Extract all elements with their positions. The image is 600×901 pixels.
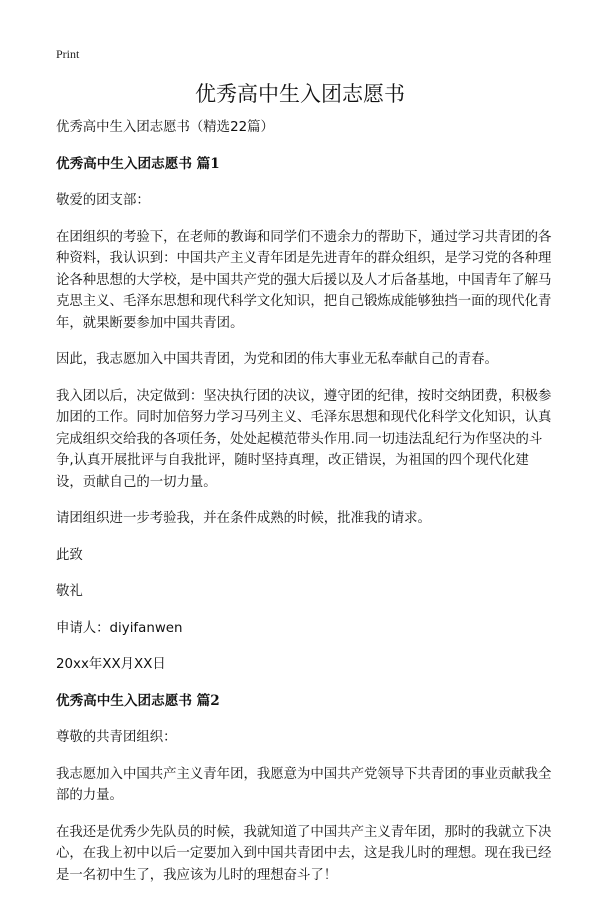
section-1-date: 20xx年XX月XX日 xyxy=(56,657,166,672)
section-1-paragraph: 在团组织的考验下，在老师的教诲和同学们不遗余力的帮助下，通过学习共青团的各种资料，我认识到：中国共产主义青年团是先进青年的群众组织，是学习党的各种理论各种思想的大学校，是中国共产党的强大后援以及人才后备基地，中国青年了解马克思主义、毛泽东思想和现代科学文化知识，把自己锻炼成能够独挡一面的现代化青年，就果断要参加中国共青团。 xyxy=(56,229,552,331)
section-1-paragraph: 我入团以后，决定做到：坚决执行团的决议，遵守团的纪律，按时交纳团费，积极参加团的工作。同时加倍努力学习马列主义、毛泽东思想和现代化科学文化知识，认真完成组织交给我的各项任务，处处起模范带头作用.同一切违法乱纪行为作坚决的斗争,认真开展批评与自我批评，随时坚持真理，改正错误，为祖国的四个现代化建设，贡献自己的一切力量。 xyxy=(56,388,552,490)
document-body xyxy=(56,117,552,901)
section-2-paragraph: 在我还是优秀少先队员的时候，我就知道了中国共产主义青年团，那时的我就立下决心，在我上初中以后一定要加入到中国共青团中去，这是我儿时的理想。现在我已经是一名初中生了，我应该为儿时的理想奋斗了！ xyxy=(56,824,552,883)
section-1-closing: 此致 xyxy=(56,547,83,563)
section-1-regards: 敬礼 xyxy=(56,584,83,599)
section-2-salutation: 尊敬的共青团组织： xyxy=(56,730,177,745)
section-1-salutation: 敬爱的团支部： xyxy=(56,193,150,208)
section-1-heading: 优秀高中生入团志愿书 篇1 xyxy=(56,155,220,172)
section-1-applicant: 申请人：diyifanwen xyxy=(56,620,183,636)
print-label[interactable]: Print xyxy=(56,47,80,61)
document-subtitle: 优秀高中生入团志愿书（精选22篇） xyxy=(56,120,274,135)
section-2-heading: 优秀高中生入团志愿书 篇2 xyxy=(56,692,220,709)
document-title: 优秀高中生入团志愿书 xyxy=(195,82,405,106)
section-2-paragraph: 我志愿加入中国共产主义青年团，我愿意为中国共产党领导下共青团的事业贡献我全部的力量。 xyxy=(56,766,552,803)
section-1-paragraph: 请团组织进一步考验我，并在条件成熟的时候，批准我的请求。 xyxy=(56,511,431,526)
section-1-paragraph: 因此，我志愿加入中国共青团，为党和团的伟大事业无私奉献自己的青春。 xyxy=(56,352,498,367)
